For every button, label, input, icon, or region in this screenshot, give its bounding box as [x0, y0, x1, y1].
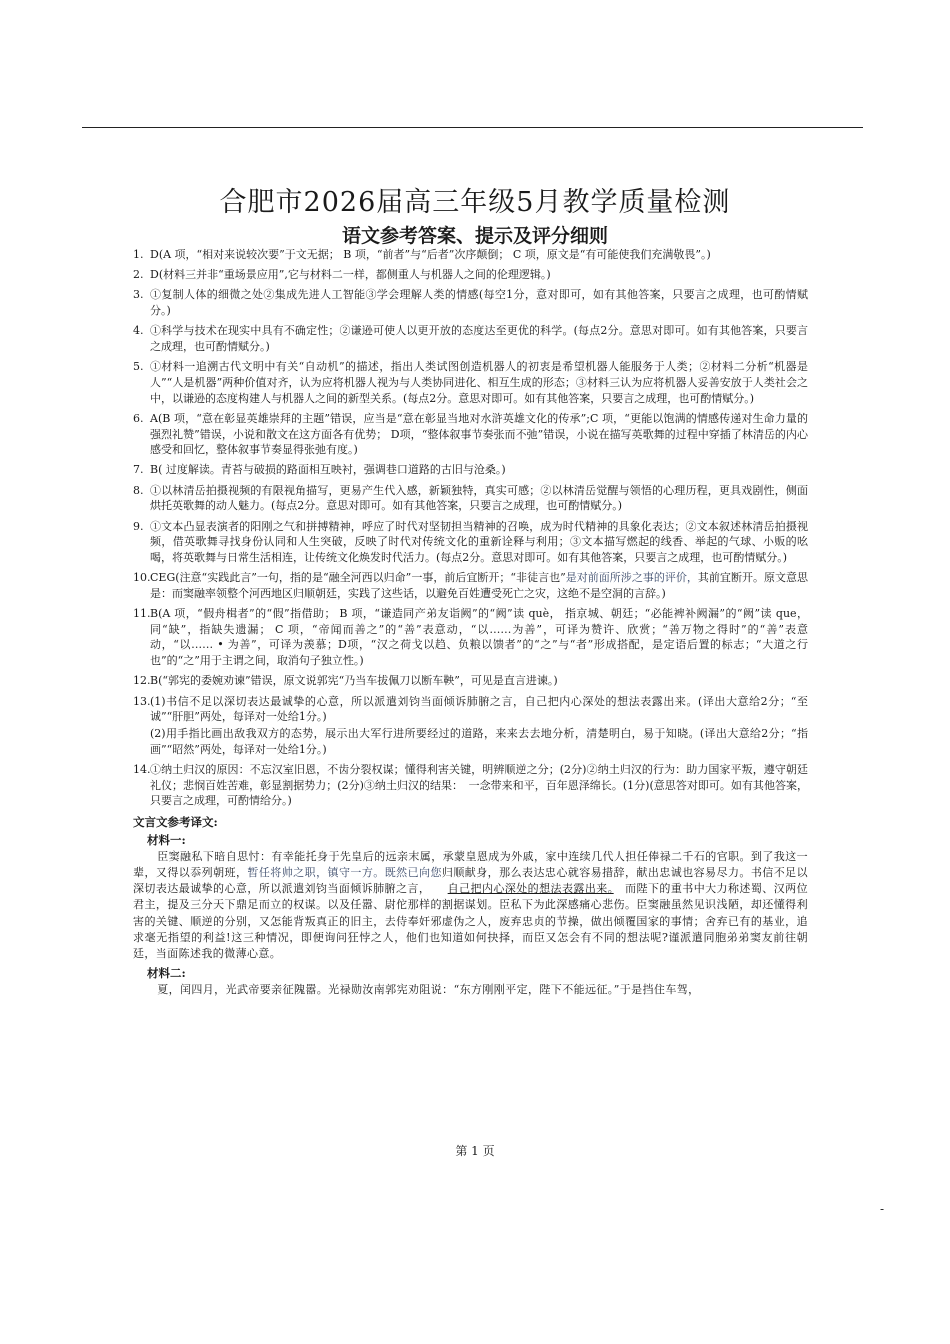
item-number: 7. — [133, 463, 144, 477]
answer-item-4 — [133, 323, 808, 354]
answer-item-2 — [133, 267, 808, 283]
answer-item-10 — [133, 570, 808, 601]
translation-text: 臣窦融私下暗自思忖：有幸能托身于先皇后的远亲末属，承蒙皇恩成为外戚，家中连续几代人担任俸禄二千石的官职。到了我这一辈，又得以忝列朝班， — [133, 849, 808, 879]
corner-mark: - — [880, 1202, 885, 1216]
item-text: B(A 项，“假舟楫者”的“假”指借助； B 项，“谦造同产弟友诣阙”的“阙”读 què， 指京城、朝廷；“必能裨补阙漏”的“阙”读 que， 同“缺”，指缺失遗漏； C 项，“帝闻而善之”的“善”表意动，“以……为善”，可译为赞许、欣赏；“善万物之得时”的“善”表意动，“以…… • 为善”，可译为羡慕；D项，“汉之荷戈以趋、负粮以馈者”的“之”与“者”形成搭配，是定语后置的标志；“大道之行也”的“之”用于主谓之间，取消句子独立性。) — [150, 607, 808, 668]
item-text: D(A 项，“相对来说较次要”于文无据； B 项，“前者”与“后者”次序颠倒； C 项，原文是“有可能使我们充满敬畏”。) — [150, 248, 711, 261]
answer-item-13 — [133, 694, 808, 758]
answer-item-9 — [133, 519, 808, 566]
item-number: 14. — [133, 762, 151, 776]
answer-item-11 — [133, 606, 808, 669]
material-2-translation: 夏，闰四月，光武帝要亲征隗嚣。光禄勋汝南郭宪劝阻说：“东方刚刚平定，陛下不能远征。”于是挡住车驾， — [157, 982, 700, 996]
answer-item-14 — [133, 762, 808, 809]
item-text: ①纳土归汉的原因：不忘汉室旧恩，不齿分裂权谋；懂得利害关键，明辨顺逆之分；(2分)②纳土归汉的行为：助力国家平叛，遵守朝廷礼仪；悲悯百姓苦难，彰显割据势力；(2分)③纳土归汉的结果： 一念带来和平，百年恩泽绵长。(1分)(意思答对即可。如有其他答案，只要言之成理，可酌情给分。) — [150, 762, 808, 808]
item-number: 10. — [133, 571, 151, 585]
translation-heading: 文言文参考译文: — [133, 814, 218, 829]
answer-item-5 — [133, 359, 808, 406]
item-number: 4. — [133, 324, 144, 338]
item-number: 1. — [133, 248, 144, 261]
material-2-heading: 材料二: — [147, 965, 186, 980]
item-text-part-2: (2)用手指比画出敌我双方的态势，展示出大军行进所要经过的道路，来来去去地分析，清楚明白，易于知晓。(译出大意给2分；“指画”“昭然”两处，每译对一处给1分。) — [150, 726, 808, 756]
item-text: (1)书信不足以深切表达最诚挚的心意，所以派遣刘钧当面倾诉肺腑之言，自己把内心深处的想法表露出来。(译出大意给2分；“至诚”“肝胆”两处，每译对一处给1分。) — [150, 694, 808, 724]
item-number: 12. — [133, 674, 151, 688]
item-number: 6. — [133, 411, 144, 425]
item-number: 5. — [133, 360, 144, 374]
item-number: 3. — [133, 288, 144, 302]
page-number: 第 1 页 — [455, 1144, 495, 1158]
answer-item-6 — [133, 411, 808, 458]
highlighted-text: 是对前面所涉之事的评价， — [565, 571, 698, 585]
item-text: CEG(注意“实践此言”一句，指的是“融全河西以归命”一事，前后宜断开；“非徒言也” — [150, 571, 566, 585]
item-number: 2. — [133, 268, 144, 282]
item-text: ①科学与技术在现实中具有不确定性；②谦逊可使人以更开放的态度达至更优的科学。(每点2分。意思对即可。如有其他答案，只要言之成理，也可酌情赋分。) — [150, 324, 808, 354]
translation-text: 而陛下的重书中大力称述蜀、汉两位君主，提及三分天下鼎足而立的权谋。以及任嚣、尉佗那样的割据谋划。臣私下为此深感痛心悲伤。臣窦融虽然见识浅陋，却还懂得利害的关键、顺逆的分别，又怎能背叛真正的旧主，去侍奉奸邪虚伪之人，废弃忠贞的节操，做出倾覆国家的事情；舍弃已有的基业，追求毫无指望的利益!这三种情况，即便询问狂悖之人，他们也知道如何抉择，而臣又怎会有不同的想法呢?谨派遣同胞弟弟窦友前往朝廷，当面陈述我的微薄心意。 — [133, 882, 808, 961]
item-number: 9. — [133, 519, 144, 533]
item-text-continued: 其前宜断开。原文意思是：而窦融率领整个河西地区归顺朝廷，实践了这些话，以避免百姓遭受死亡之灾，这绝不是空洞的言辞。) — [150, 571, 809, 600]
item-number: 8. — [133, 483, 144, 497]
item-text: B(“郭宪的委婉劝谏”错误，原文说郭宪“乃当车拔佩刀以断车鞅”，可见是直言进谏。) — [150, 674, 558, 688]
answer-item-1 — [133, 247, 808, 263]
item-text: B( 过度解读。青苔与破损的路面相互映衬，强调巷口道路的古旧与沧桑。) — [150, 463, 506, 477]
top-rule — [82, 127, 863, 128]
document-title: 合肥市2026届高三年级5月教学质量检测 — [219, 187, 731, 218]
item-text: A(B 项，“意在彰显英雄崇拜的主题”错误，应当是“意在彰显当地对水浒英雄文化的传承”;C 项，“更能以饱满的情感传递对生命力量的强烈礼赞”错误，小说和散文在这方面各有优势； D项，“整体叙事节奏张而不弛”错误，小说在描写英歌舞的过程中穿插了林清岳的内心感受和回忆，整体叙事节奏显得张弛有度。) — [150, 411, 808, 457]
answer-body — [133, 247, 808, 998]
highlighted-text: 暂任将帅之职，镇守一方。既然已向您 — [247, 865, 442, 879]
translation-text: 归顺献身，那么表达忠心就容易措辞，献出忠诚也容易尽力。书信不足以深切表达最诚挚的心意，所以派遣刘钧当面倾诉肺腑之言， — [133, 865, 808, 896]
item-text: ①文本凸显表演者的阳刚之气和拼搏精神，呼应了时代对坚韧担当精神的召唤，成为时代精神的具象化表达；②文本叙述林清岳拍摄视频，借英歌舞寻找身份认同和人生突破，反映了时代对传统文化的重新诠释与利用；③文本描写燃起的线香、举起的气球、小贩的吆喝，将英歌舞与日常生活相连，让传统文化焕发时代活力。(每点2分。意思对即可。如有其他答案，只要言之成理，也可酌情赋分。) — [150, 519, 808, 564]
underlined-text: 自己把内心深处的想法表露出来。 — [447, 882, 614, 896]
item-number: 13. — [133, 694, 151, 708]
material-1-translation — [133, 849, 808, 963]
item-text: ①复制人体的细微之处②集成先进人工智能③学会理解人类的情感(每空1分，意对即可，如有其他答案，只要言之成理，也可酌情赋分。) — [150, 288, 808, 318]
item-text: D(材料三并非“重场景应用”,它与材料二一样，都侧重人与机器人之间的伦理逻辑。) — [150, 268, 551, 282]
answer-item-8 — [133, 483, 808, 514]
material-1-heading: 材料一: — [147, 832, 186, 847]
item-number: 11. — [133, 607, 151, 621]
answer-item-3 — [133, 287, 808, 318]
item-text: ①以林清岳拍摄视频的有限视角描写，更易产生代入感，新颖独特，真实可感；②以林清岳觉醒与领悟的心理历程，更具戏剧性，侧面烘托英歌舞的动人魅力。(每点2分。意思对即可。如有其他答案，只要言之成理，也可酌情赋分。) — [150, 483, 808, 513]
item-text: ①材料一追溯古代文明中有关“自动机”的描述，指出人类试图创造机器人的初衷是希望机器人能服务于人类；②材料二分析“机器是人”“人是机器”两种价值对齐，认为应将机器人视为与人类协同进化、相互生成的形态；③材料三认为应将机器人妥善安放于人类社会之中，以谦逊的态度构建人与机器人之间的新型关系。(每点2分。意思对即可。如有其他答案，只要言之成理，也可酌情赋分。) — [150, 360, 808, 405]
answer-item-7 — [133, 462, 808, 478]
document-subtitle: 语文参考答案、提示及评分细则 — [341, 225, 608, 247]
answer-item-12 — [133, 673, 808, 689]
